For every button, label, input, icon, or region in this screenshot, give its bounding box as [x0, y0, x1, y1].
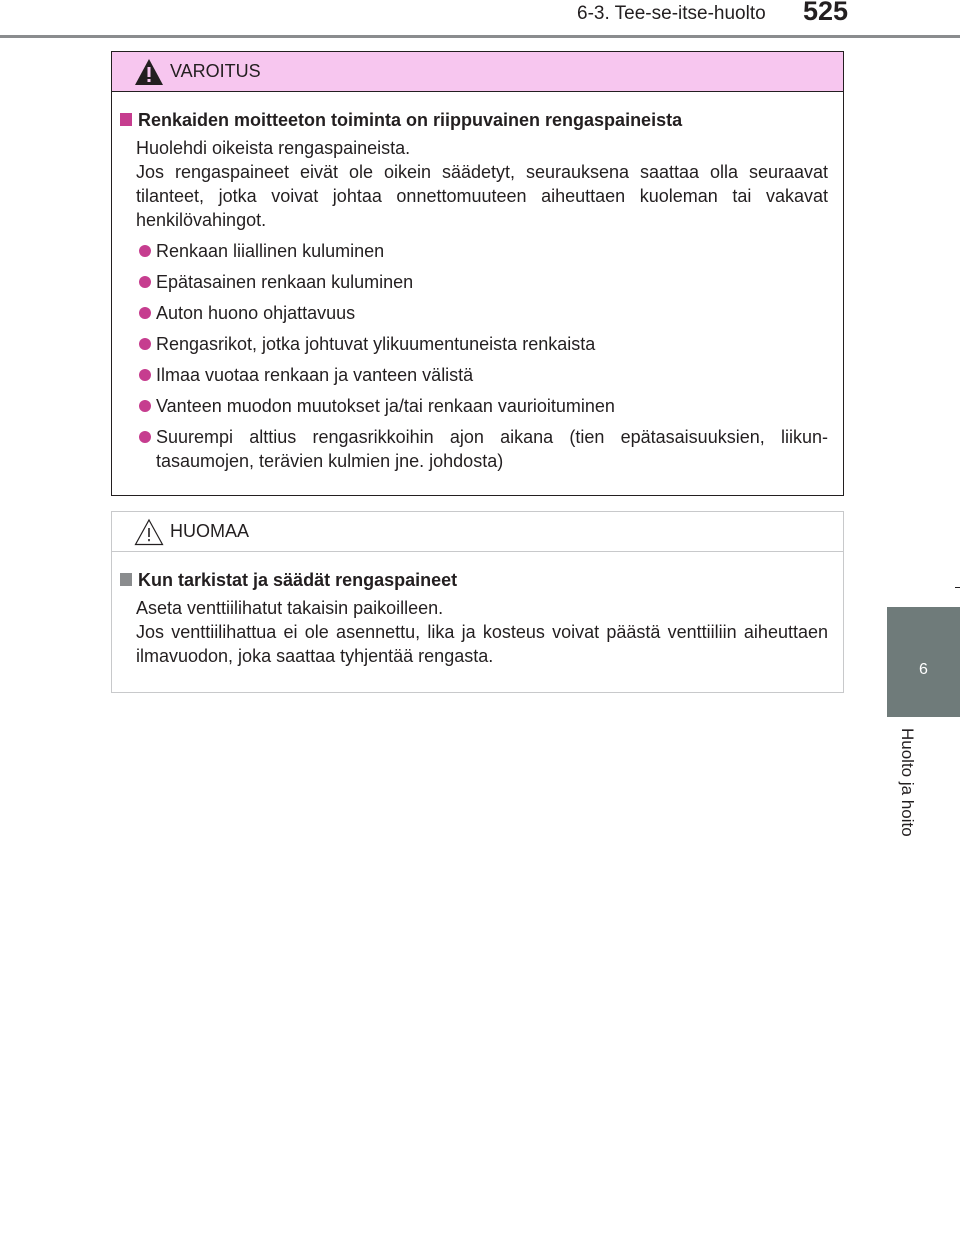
notice-box-header — [112, 512, 843, 552]
warning-paragraph-1: Huolehdi oikeista rengaspaineista. — [136, 138, 411, 158]
chapter-number: 6 — [919, 661, 928, 678]
caution-triangle-outline-icon — [134, 518, 164, 546]
circle-bullet-icon — [139, 338, 151, 350]
warning-paragraph-2: Jos rengaspaineet eivät ole oikein säädetyt, seurauksena saattaa olla seuraavat tilanteet, jotka voivat johtaa onnettomuuteen aiheuttaen kuoleman tai vakavat henkilövahingot. — [136, 162, 828, 230]
list-item-text: Renkaan liiallinen kuluminen — [156, 241, 385, 261]
header-rule — [0, 35, 960, 38]
circle-bullet-icon — [139, 369, 151, 381]
list-item — [129, 363, 828, 387]
warning-box-header — [112, 52, 843, 92]
header-section-title: 6-3. Tee-se-itse-huolto — [577, 3, 766, 24]
warning-heading-text: Renkaiden moitteeton toiminta on riippuvainen rengaspaineista — [138, 110, 683, 130]
list-item-text: Rengasrikot, jotka johtuvat ylikuumentuneista renkaista — [156, 334, 596, 354]
list-item — [129, 394, 828, 418]
side-tick-mark — [955, 587, 960, 588]
notice-body — [112, 552, 843, 668]
notice-box — [111, 511, 844, 693]
list-item-text: Suurempi alttius rengasrikkoihin ajon aikana (tien epätasaisuuksien, liikuntasaumojen, terävien kulmien jne. johdosta) — [156, 427, 828, 471]
notice-heading — [129, 568, 828, 592]
circle-bullet-icon — [139, 431, 151, 443]
warning-body — [112, 92, 843, 473]
warning-triangle-icon — [134, 58, 164, 86]
list-item-text: Auton huono ohjattavuus — [156, 303, 356, 323]
square-bullet-icon — [120, 113, 132, 126]
notice-paragraph — [136, 596, 828, 668]
notice-label: HUOMAA — [170, 521, 250, 541]
warning-heading — [129, 108, 828, 132]
list-item-text: Vanteen muodon muutokset ja/tai renkaan vaurioituminen — [156, 396, 615, 416]
warning-paragraph — [136, 136, 828, 232]
circle-bullet-icon — [139, 245, 151, 257]
list-item — [129, 301, 828, 325]
circle-bullet-icon — [139, 276, 151, 288]
list-item — [129, 425, 828, 473]
warning-box — [111, 51, 844, 496]
notice-paragraph-1: Aseta venttiilihatut takaisin paikoilleen. — [136, 598, 444, 618]
list-item-text: Epätasainen renkaan kuluminen — [156, 272, 414, 292]
list-item — [129, 239, 828, 263]
notice-heading-text: Kun tarkistat ja säädät rengaspaineet — [138, 570, 458, 590]
notice-paragraph-2: Jos venttiilihattua ei ole asennettu, lika ja kosteus voivat päästä venttiiliin aiheuttaen ilmavuodon, joka saattaa tyhjentää rengasta. — [136, 622, 828, 666]
page-number: 525 — [803, 0, 849, 26]
list-item-text: Ilmaa vuotaa renkaan ja vanteen välistä — [156, 365, 474, 385]
square-bullet-icon — [120, 573, 132, 586]
chapter-tab — [887, 607, 960, 717]
list-item — [129, 332, 828, 356]
warning-label: VAROITUS — [170, 61, 261, 81]
list-item — [129, 270, 828, 294]
circle-bullet-icon — [139, 400, 151, 412]
circle-bullet-icon — [139, 307, 151, 319]
warning-bullet-list — [129, 239, 828, 473]
chapter-label: Huolto ja hoito — [898, 728, 917, 837]
